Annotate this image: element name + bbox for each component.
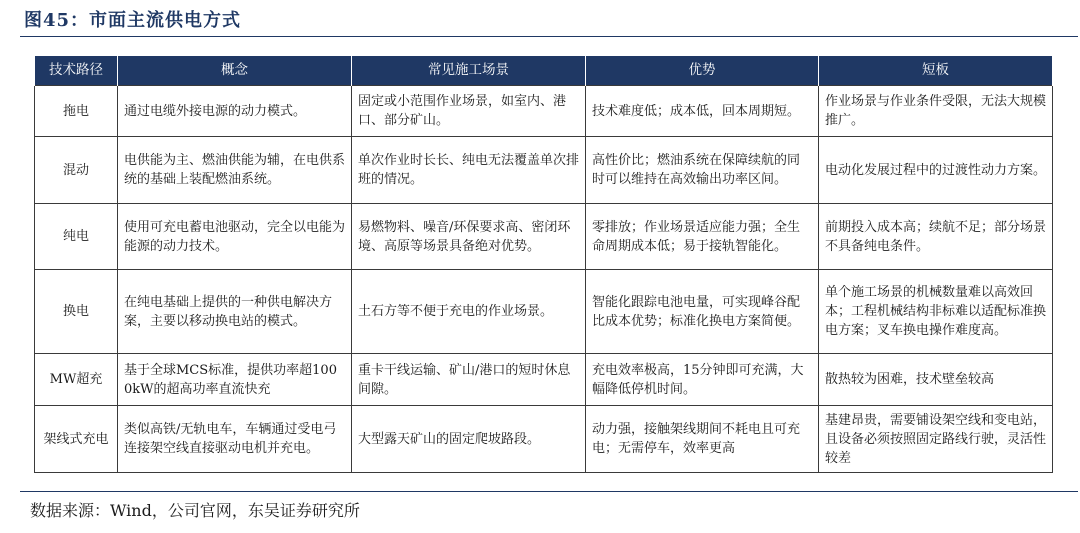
table-row [35, 406, 1053, 473]
table-row [35, 86, 1053, 137]
table-row [35, 270, 1053, 354]
header-concept: 概念 [118, 56, 352, 86]
header-route: 技术路径 [35, 56, 118, 86]
header-advantage: 优势 [586, 56, 819, 86]
cell-weakness: 基建昂贵，需要铺设架空线和变电站，且设备必须按照固定路线行驶，灵活性较差 [819, 406, 1053, 473]
cell-advantage: 智能化跟踪电池电量，可实现峰谷配比成本优势；标准化换电方案简便。 [586, 270, 819, 354]
cell-route: 拖电 [35, 86, 118, 137]
header-weakness: 短板 [819, 56, 1053, 86]
power-supply-table [34, 56, 1053, 473]
cell-advantage: 零排放；作业场景适应能力强；全生命周期成本低；易于接轨智能化。 [586, 204, 819, 270]
table-row [35, 354, 1053, 406]
source-note: 数据来源：Wind，公司官网，东吴证券研究所 [30, 501, 360, 520]
source-divider [20, 491, 1078, 492]
cell-weakness: 作业场景与作业条件受限，无法大规模推广。 [819, 86, 1053, 137]
title-divider [20, 36, 1078, 37]
cell-advantage: 技术难度低；成本低，回本周期短。 [586, 86, 819, 137]
cell-advantage: 高性价比；燃油系统在保障续航的同时可以维持在高效输出功率区间。 [586, 137, 819, 204]
table-row [35, 204, 1053, 270]
cell-concept: 在纯电基础上提供的一种供电解决方案，主要以移动换电站的模式。 [118, 270, 352, 354]
cell-advantage: 充电效率极高，15分钟即可充满，大幅降低停机时间。 [586, 354, 819, 406]
table-row [35, 137, 1053, 204]
cell-route: 架线式充电 [35, 406, 118, 473]
cell-scenario: 土石方等不便于充电的作业场景。 [352, 270, 586, 354]
header-scenario: 常见施工场景 [352, 56, 586, 86]
cell-weakness: 电动化发展过程中的过渡性动力方案。 [819, 137, 1053, 204]
cell-scenario: 固定或小范围作业场景，如室内、港口、部分矿山。 [352, 86, 586, 137]
cell-route: MW超充 [35, 354, 118, 406]
cell-weakness: 前期投入成本高；续航不足；部分场景不具备纯电条件。 [819, 204, 1053, 270]
cell-weakness: 单个施工场景的机械数量难以高效回本；工程机械结构非标难以适配标准换电方案；叉车换电操作难度高。 [819, 270, 1053, 354]
cell-advantage: 动力强，接触架线期间不耗电且可充电；无需停车，效率更高 [586, 406, 819, 473]
table-header-row [35, 56, 1053, 86]
cell-concept: 电供能为主、燃油供能为辅，在电供系统的基础上装配燃油系统。 [118, 137, 352, 204]
cell-scenario: 大型露天矿山的固定爬坡路段。 [352, 406, 586, 473]
cell-weakness: 散热较为困难，技术壁垒较高 [819, 354, 1053, 406]
figure-title: 图45：市面主流供电方式 [24, 10, 242, 31]
cell-scenario: 单次作业时长长、纯电无法覆盖单次排班的情况。 [352, 137, 586, 204]
cell-concept: 使用可充电蓄电池驱动，完全以电能为能源的动力技术。 [118, 204, 352, 270]
cell-concept: 通过电缆外接电源的动力模式。 [118, 86, 352, 137]
cell-concept: 基于全球MCS标准，提供功率超1000kW的超高功率直流快充 [118, 354, 352, 406]
cell-route: 混动 [35, 137, 118, 204]
cell-scenario: 重卡干线运输、矿山/港口的短时休息间隙。 [352, 354, 586, 406]
cell-scenario: 易燃物料、噪音/环保要求高、密闭环境、高原等场景具备绝对优势。 [352, 204, 586, 270]
cell-concept: 类似高铁/无轨电车，车辆通过受电弓连接架空线直接驱动电机并充电。 [118, 406, 352, 473]
cell-route: 换电 [35, 270, 118, 354]
cell-route: 纯电 [35, 204, 118, 270]
